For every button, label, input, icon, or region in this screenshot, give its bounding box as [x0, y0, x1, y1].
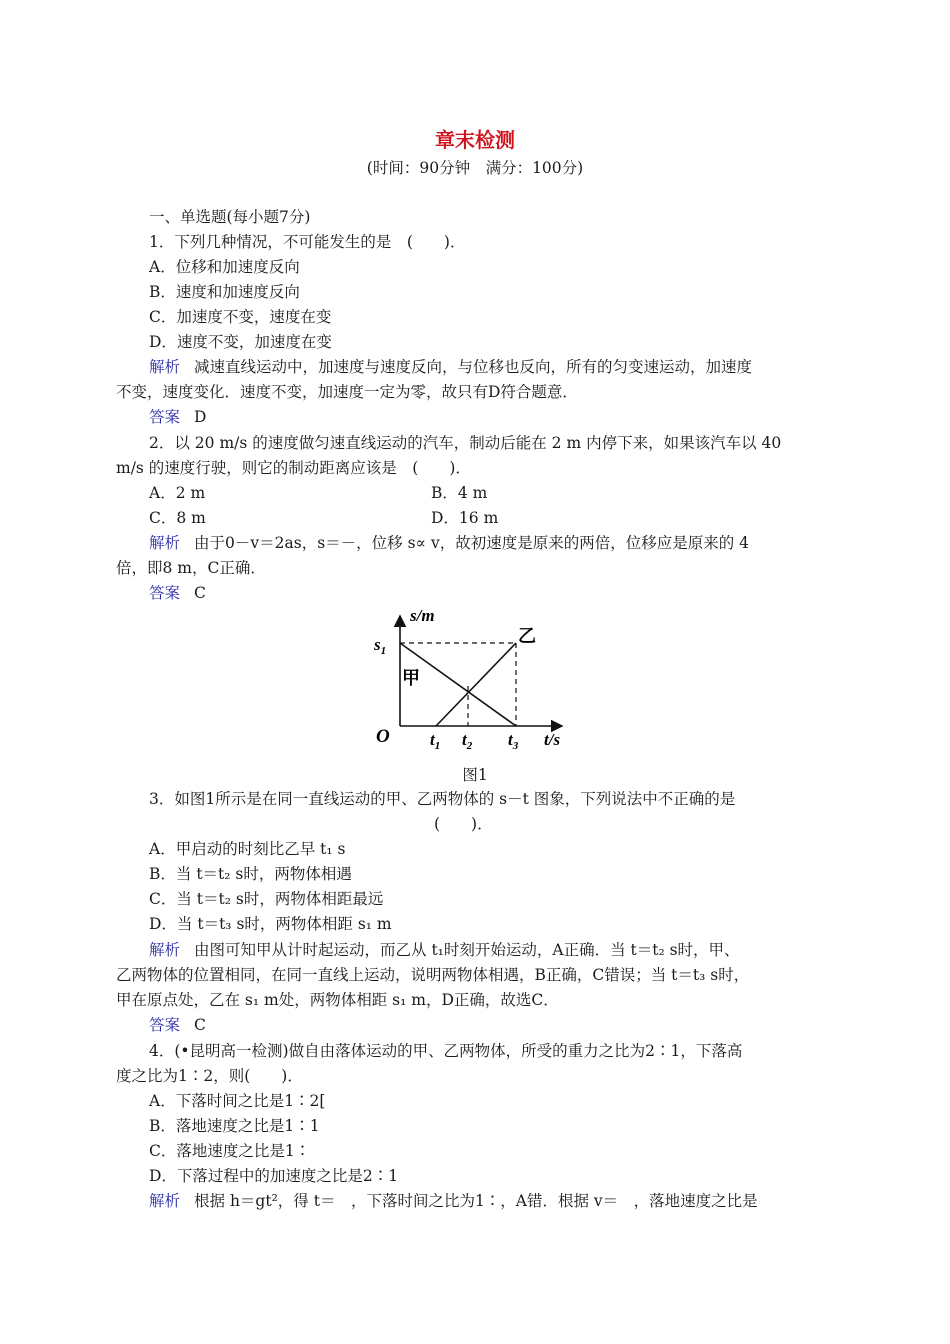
st-graph-figure	[372, 608, 578, 758]
q1-answer-value: D	[194, 408, 207, 426]
q2-analysis-cont: 倍，即8 m，C正确．	[116, 559, 266, 577]
q3-option-b: B．当 t＝t₂ s时，两物体相遇	[149, 865, 352, 883]
section-heading: 一、单选题(每小题7分)	[149, 208, 311, 226]
q3-option-a: A．甲启动的时刻比乙早 t₁ s	[149, 840, 346, 858]
q2-analysis-text: 由于0－v＝2as，s＝－，位移 s∝ v，故初速度是原来的两倍，位移应是原来的 4	[194, 534, 749, 552]
q3-stem-cont: ( )．	[434, 815, 493, 833]
origin-label: O	[376, 726, 390, 747]
q4-stem-cont: 度之比为1∶2，则( )．	[116, 1067, 303, 1085]
answer-label: 答案	[149, 1016, 181, 1034]
q4-option-a: A．下落时间之比是1∶2[	[149, 1092, 326, 1110]
answer-label: 答案	[149, 408, 181, 426]
q2-option-d: D．16 m	[431, 509, 499, 527]
q2-answer	[149, 583, 206, 603]
q3-analysis-cont: 乙两物体的位置相同，在同一直线上运动，说明两物体相遇，B正确，C错误；当 t＝t₃ s时，	[116, 966, 750, 984]
q1-option-a: A．位移和加速度反向	[149, 258, 300, 276]
analysis-label: 解析	[149, 1192, 181, 1210]
s1-label: $s_1$	[374, 635, 387, 657]
q3-answer-value: C	[194, 1016, 206, 1034]
q4-option-c: C．落地速度之比是1∶	[149, 1142, 311, 1160]
q3-analysis-text: 由图可知甲从计时起运动，而乙从 t₁时刻开始运动，A正确．当 t＝t₂ s时，甲、	[194, 941, 740, 959]
t3-label: $t_3$	[508, 730, 519, 752]
q1-analysis	[149, 357, 752, 377]
q2-analysis	[149, 533, 749, 553]
q3-option-d: D．当 t＝t₃ s时，两物体相距 s₁ m	[149, 915, 392, 933]
analysis-label: 解析	[149, 358, 181, 376]
q3-option-c: C．当 t＝t₂ s时，两物体相距最远	[149, 890, 384, 908]
page-subtitle: (时间：90分钟 满分：100分)	[366, 159, 584, 177]
figure-caption: 图1	[462, 766, 488, 784]
q1-analysis-cont: 不变，速度变化．速度不变，加速度一定为零，故只有D符合题意．	[116, 383, 578, 401]
q1-option-b: B．速度和加速度反向	[149, 283, 300, 301]
q4-option-d: D．下落过程中的加速度之比是2∶1	[149, 1167, 399, 1185]
q3-analysis	[149, 940, 740, 960]
q3-answer	[149, 1015, 206, 1035]
q3-stem: 3．如图1所示是在同一直线运动的甲、乙两物体的 s－t 图象，下列说法中不正确的是	[149, 790, 736, 808]
q4-stem: 4．(•昆明高一检测)做自由落体运动的甲、乙两物体，所受的重力之比为2∶1，下落高	[149, 1042, 743, 1060]
line-yi	[436, 643, 516, 726]
q1-analysis-text: 减速直线运动中，加速度与速度反向，与位移也反向，所有的匀变速运动，加速度	[194, 358, 753, 376]
q3-analysis-cont2: 甲在原点处，乙在 s₁ m处，两物体相距 s₁ m，D正确，故选C．	[116, 991, 559, 1009]
q2-option-c: C．8 m	[149, 509, 206, 527]
page-title: 章末检测	[435, 128, 515, 152]
yi-label: 乙	[518, 626, 536, 647]
t2-label: $t_2$	[462, 730, 473, 752]
q1-option-d: D．速度不变，加速度在变	[149, 333, 332, 351]
y-axis-label: s/m	[410, 608, 435, 625]
q1-answer	[149, 407, 206, 427]
q2-stem-cont: m/s 的速度行驶，则它的制动距离应该是 ( )．	[116, 459, 471, 477]
q4-option-b: B．落地速度之比是1∶1	[149, 1117, 320, 1135]
x-axis-label: t/s	[544, 730, 561, 749]
q2-stem: 2．以 20 m/s 的速度做匀速直线运动的汽车，制动后能在 2 m 内停下来，如果该汽车以 40	[149, 434, 782, 452]
analysis-label: 解析	[149, 534, 181, 552]
q2-option-b: B．4 m	[431, 484, 488, 502]
q1-stem: 1．下列几种情况，不可能发生的是 ( )．	[149, 233, 466, 251]
jia-label: 甲	[402, 668, 420, 689]
q1-option-c: C．加速度不变，速度在变	[149, 308, 332, 326]
q2-option-a: A．2 m	[149, 484, 206, 502]
analysis-label: 解析	[149, 941, 181, 959]
t1-label: $t_1$	[430, 730, 441, 752]
q4-analysis-text: 根据 h＝gt²，得 t＝ ，下落时间之比为1∶，A错．根据 v＝ ，落地速度之比是	[194, 1192, 758, 1210]
q2-answer-value: C	[194, 584, 206, 602]
answer-label: 答案	[149, 584, 181, 602]
q4-analysis	[149, 1191, 758, 1211]
